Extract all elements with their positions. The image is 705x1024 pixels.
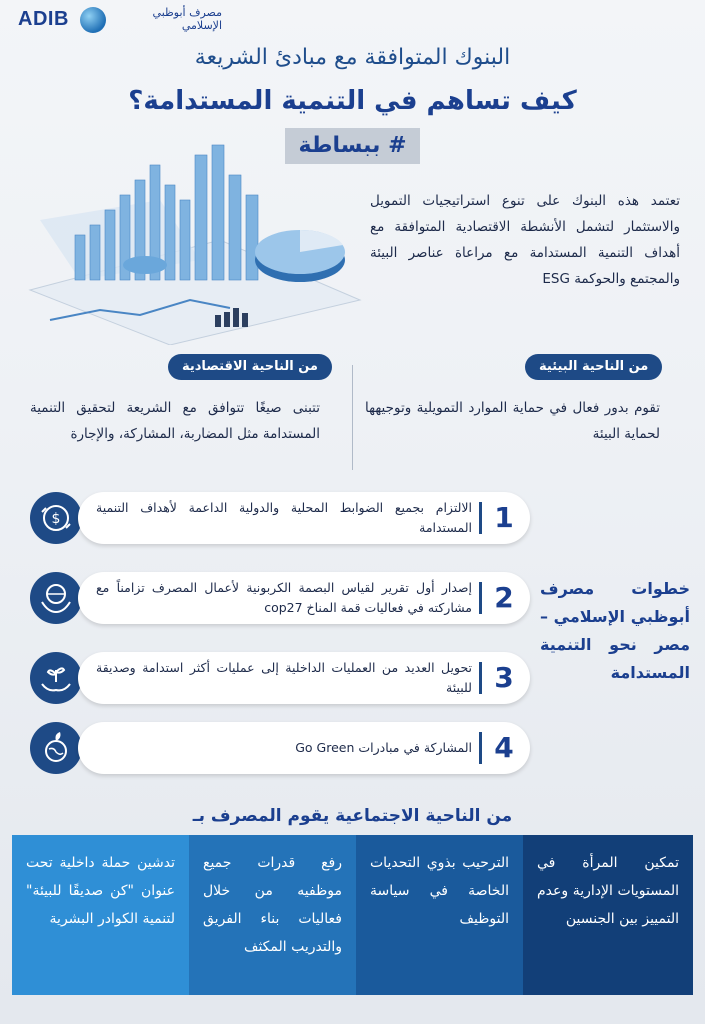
chart-illustration (20, 140, 365, 345)
money-cycle-icon (30, 492, 82, 544)
social-heading: من الناحية الاجتماعية يقوم المصرف بـ (192, 806, 513, 826)
economic-text: تتبنى صيغًا تتوافق مع الشريعة لتحقيق التنمية المستدامة مثل المضاربة، المشاركة، والإجارة (30, 400, 320, 442)
step-3-number: 3 (494, 661, 514, 694)
social-item-1: تمكين المرأة في المستويات الإدارية وعدم التمييز بين الجنسين (523, 835, 693, 995)
step-2-text: إصدار أول تقرير لقياس البصمة الكربونية لأعمال المصرف تزامناً مع مشاركته في فعاليات قمة المناخ cop27 (96, 580, 472, 615)
environmental-label: من الناحية البيئية (525, 354, 662, 380)
step-3-bar (479, 662, 482, 694)
step-1-number: 1 (494, 501, 514, 534)
environmental-text: تقوم بدور فعال في حماية الموارد التمويلية وتوجيهها لحماية البيئة (365, 400, 660, 442)
social-item-3: رفع قدرات جميع موظفيه من خلال فعاليات بناء الفريق والتدريب المكثف (189, 835, 356, 995)
step-4-text: المشاركة في مبادرات Go Green (295, 740, 472, 755)
step-4-bar (479, 732, 482, 764)
green-globe-icon (30, 722, 82, 774)
step-2-number: 2 (494, 581, 514, 614)
intro-paragraph: تعتمد هذه البنوك على تنوع استراتيجيات التمويل والاستثمار لتشمل الأنشطة الاقتصادية المتوافقة مع أهداف التنمية المستدامة مع مراعاة عناصر البيئة والمجتمع والحوكمة ESG (370, 193, 680, 287)
step-4-number: 4 (494, 731, 514, 764)
social-item-4: تدشين حملة داخلية تحت عنوان "كن صديقًا للبيئة" لتنمية الكوادر البشرية (12, 835, 189, 995)
step-3-text: تحويل العديد من العمليات الداخلية إلى عمليات أكثر استدامة وصديقة للبيئة (96, 660, 472, 695)
plant-hands-icon (30, 652, 82, 704)
hashtag-badge: # ببساطة (285, 128, 420, 164)
brand-arabic-line2: الإسلامي (181, 19, 222, 32)
steps-title: خطوات مصرف أبوظبي الإسلامي – مصر نحو التنمية المستدامة (540, 579, 690, 682)
economic-label: من الناحية الاقتصادية (168, 354, 332, 380)
step-1-text: الالتزام بجميع الضوابط المحلية والدولية الداعمة لأهداف التنمية المستدامة (96, 500, 472, 535)
step-2-bar (479, 582, 482, 614)
social-item-2: الترحيب بذوي التحديات الخاصة في سياسة التوظيف (356, 835, 523, 995)
column-divider (352, 365, 353, 470)
step-1 (78, 492, 530, 544)
page-title: كيف تساهم في التنمية المستدامة؟ (128, 86, 577, 116)
step-4 (78, 722, 530, 774)
step-3 (78, 652, 530, 704)
brand-arabic-line1: مصرف أبوظبي (152, 6, 222, 19)
brand-arabic-name (112, 6, 222, 32)
globe-hands-icon (30, 572, 82, 624)
brand-logo-icon (80, 7, 106, 33)
step-2 (78, 572, 530, 624)
svg-text:$: $ (51, 511, 61, 527)
step-1-bar (479, 502, 482, 534)
brand-logo-text: ADIB (18, 8, 69, 30)
page-subtitle: البنوك المتوافقة مع مبادئ الشريعة (194, 45, 511, 70)
